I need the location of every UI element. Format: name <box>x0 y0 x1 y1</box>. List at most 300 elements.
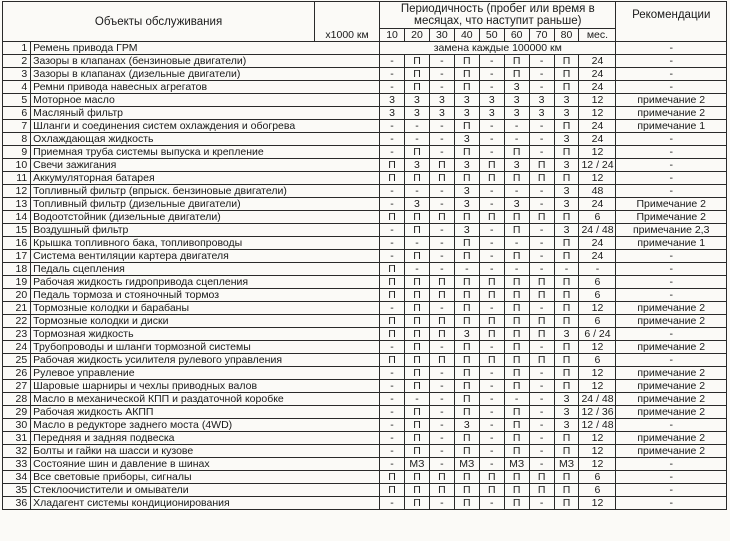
row-interval-cell: - <box>380 185 405 198</box>
row-object-name: Рабочая жидкость АКПП <box>31 406 380 419</box>
row-months: 12 <box>579 432 616 445</box>
row-interval-cell: П <box>405 484 430 497</box>
row-months: 12 <box>579 302 616 315</box>
row-interval-cell: - <box>479 432 504 445</box>
row-interval-cell: П <box>529 354 554 367</box>
row-interval-cell: П <box>504 172 529 185</box>
table-row <box>3 380 727 393</box>
row-object-name: Масляный фильтр <box>31 107 380 120</box>
table-row <box>3 120 727 133</box>
row-object-name: Водоотстойник (дизельные двигатели) <box>31 211 380 224</box>
row-interval-cell: - <box>479 185 504 198</box>
row-recommendation: примечание 2 <box>616 406 727 419</box>
row-interval-cell: П <box>405 276 430 289</box>
row-interval-cell: - <box>529 263 554 276</box>
row-interval-cell: - <box>529 380 554 393</box>
row-interval-cell: П <box>454 276 479 289</box>
row-recommendation: - <box>616 484 727 497</box>
row-interval-cell: П <box>554 302 579 315</box>
row-interval-cell: - <box>429 419 454 432</box>
row-interval-cell: - <box>479 406 504 419</box>
row-recommendation: - <box>616 263 727 276</box>
table-row <box>3 419 727 432</box>
row-number: 34 <box>3 471 31 484</box>
row-interval-cell: П <box>554 380 579 393</box>
row-interval-cell: - <box>380 68 405 81</box>
row-recommendation: примечание 1 <box>616 120 727 133</box>
row-interval-cell: - <box>554 263 579 276</box>
row-interval-cell: - <box>429 133 454 146</box>
km-20: 20 <box>405 29 430 42</box>
row-recommendation: - <box>616 250 727 263</box>
row-number: 23 <box>3 328 31 341</box>
row-interval-cell: - <box>429 146 454 159</box>
row-interval-cell: - <box>529 432 554 445</box>
row-recommendation: примечание 2 <box>616 94 727 107</box>
row-months: 24 / 48 <box>579 224 616 237</box>
row-interval-cell: - <box>529 458 554 471</box>
row-interval-cell: 3 <box>554 406 579 419</box>
km-70: 70 <box>529 29 554 42</box>
row-recommendation: - <box>616 185 727 198</box>
row-number: 2 <box>3 55 31 68</box>
km-unit-label: x1000 км <box>315 29 380 42</box>
row-interval-cell: П <box>554 484 579 497</box>
row-interval-cell: П <box>554 367 579 380</box>
row-interval-cell: П <box>504 354 529 367</box>
row-interval-cell: П <box>554 471 579 484</box>
table-row <box>3 55 727 68</box>
row-interval-cell: П <box>429 159 454 172</box>
row-months: 12 <box>579 380 616 393</box>
row-interval-cell: - <box>529 120 554 133</box>
row-interval-cell: П <box>405 55 430 68</box>
row-months: 24 <box>579 68 616 81</box>
row-interval-cell: П <box>405 497 430 510</box>
table-row <box>3 276 727 289</box>
row-interval-cell: 3 <box>529 94 554 107</box>
row-object-name: Охлаждающая жидкость <box>31 133 380 146</box>
table-row <box>3 393 727 406</box>
row-interval-cell: П <box>554 211 579 224</box>
row-interval-cell: П <box>380 276 405 289</box>
row-interval-cell: 3 <box>529 107 554 120</box>
row-interval-cell: - <box>380 367 405 380</box>
table-row <box>3 237 727 250</box>
row-interval-cell: П <box>554 445 579 458</box>
row-interval-cell: - <box>405 120 430 133</box>
table-row <box>3 146 727 159</box>
table-row <box>3 68 727 81</box>
row-interval-cell: 3 <box>504 159 529 172</box>
row-interval-cell: 3 <box>554 224 579 237</box>
row-interval-cell: - <box>380 393 405 406</box>
row-interval-cell: П <box>429 289 454 302</box>
row-interval-cell: П <box>405 419 430 432</box>
row-interval-cell: П <box>479 315 504 328</box>
row-recommendation: примечание 2 <box>616 367 727 380</box>
row-interval-cell: П <box>554 237 579 250</box>
row-interval-cell: П <box>479 211 504 224</box>
row-interval-cell: П <box>405 445 430 458</box>
row-interval-cell: МЗ <box>504 458 529 471</box>
table-row <box>3 432 727 445</box>
row-months: 12 <box>579 172 616 185</box>
objects-header: Объекты обслуживания <box>3 2 315 42</box>
row-number: 36 <box>3 497 31 510</box>
table-row <box>3 94 727 107</box>
row-interval-cell: - <box>429 432 454 445</box>
row-interval-cell: П <box>529 328 554 341</box>
row-object-name: Тормозная жидкость <box>31 328 380 341</box>
row-interval-cell: П <box>380 354 405 367</box>
row-interval-cell: П <box>454 211 479 224</box>
table-row <box>3 315 727 328</box>
row-interval-cell: - <box>529 341 554 354</box>
row-interval-cell: - <box>429 458 454 471</box>
row-months: 12 <box>579 458 616 471</box>
row-interval-cell: П <box>479 354 504 367</box>
row-recommendation: примечание 2 <box>616 432 727 445</box>
row-interval-cell: - <box>429 198 454 211</box>
row-interval-cell: МЗ <box>554 458 579 471</box>
row-interval-cell: П <box>405 432 430 445</box>
row-interval-cell: 3 <box>454 94 479 107</box>
row-object-name: Педаль сцепления <box>31 263 380 276</box>
row-interval-cell: П <box>554 276 579 289</box>
row-interval-cell: - <box>529 185 554 198</box>
row-interval-cell: П <box>529 484 554 497</box>
row-interval-cell: 3 <box>479 107 504 120</box>
row-number: 9 <box>3 146 31 159</box>
row-number: 29 <box>3 406 31 419</box>
row-interval-cell: П <box>479 172 504 185</box>
row-months: 24 <box>579 55 616 68</box>
row-months: 12 <box>579 341 616 354</box>
row-interval-cell: 3 <box>454 159 479 172</box>
row-number: 18 <box>3 263 31 276</box>
row-recommendation: - <box>616 497 727 510</box>
row-months: 6 <box>579 354 616 367</box>
row-interval-cell: 3 <box>554 133 579 146</box>
period-header: Периодичность (пробег или время в месяцах, что наступит раньше) <box>380 2 616 29</box>
row-interval-cell: П <box>429 211 454 224</box>
row-interval-cell: П <box>529 471 554 484</box>
row-object-name: Масло в механической КПП и раздаточной коробке <box>31 393 380 406</box>
row-interval-cell: - <box>479 367 504 380</box>
row-number: 17 <box>3 250 31 263</box>
row-number: 16 <box>3 237 31 250</box>
row-recommendation: - <box>616 146 727 159</box>
row-recommendation: примечание 2 <box>616 445 727 458</box>
table-row <box>3 289 727 302</box>
row-interval-cell: П <box>405 315 430 328</box>
row-interval-note: замена каждые 100000 км <box>380 42 616 55</box>
row-object-name: Зазоры в клапанах (дизельные двигатели) <box>31 68 380 81</box>
row-interval-cell: П <box>454 497 479 510</box>
row-interval-cell: - <box>380 198 405 211</box>
table-row <box>3 172 727 185</box>
row-interval-cell: П <box>554 81 579 94</box>
table-row <box>3 250 727 263</box>
row-months: 24 <box>579 133 616 146</box>
row-interval-cell: П <box>454 445 479 458</box>
km-10: 10 <box>380 29 405 42</box>
row-interval-cell: - <box>479 237 504 250</box>
row-months: 12 <box>579 445 616 458</box>
km-30: 30 <box>429 29 454 42</box>
row-months: 6 <box>579 471 616 484</box>
row-interval-cell: - <box>429 497 454 510</box>
row-interval-cell: 3 <box>454 419 479 432</box>
row-interval-cell: - <box>405 133 430 146</box>
row-interval-cell: - <box>380 302 405 315</box>
row-interval-cell: П <box>405 172 430 185</box>
row-months: 6 <box>579 276 616 289</box>
row-interval-cell: П <box>429 172 454 185</box>
row-recommendation: примечание 2 <box>616 302 727 315</box>
row-interval-cell: П <box>405 68 430 81</box>
row-interval-cell: П <box>504 484 529 497</box>
row-interval-cell: - <box>479 224 504 237</box>
row-interval-cell: П <box>405 341 430 354</box>
row-recommendation: - <box>616 172 727 185</box>
row-interval-cell: - <box>479 380 504 393</box>
row-interval-cell: 3 <box>454 133 479 146</box>
row-months: 12 <box>579 107 616 120</box>
row-interval-cell: 3 <box>405 198 430 211</box>
table-row <box>3 81 727 94</box>
row-interval-cell: - <box>479 302 504 315</box>
row-months: 24 <box>579 198 616 211</box>
row-interval-cell: - <box>529 133 554 146</box>
row-interval-cell: - <box>504 393 529 406</box>
row-interval-cell: П <box>429 484 454 497</box>
row-interval-cell: 3 <box>504 81 529 94</box>
row-object-name: Передняя и задняя подвеска <box>31 432 380 445</box>
row-number: 30 <box>3 419 31 432</box>
row-interval-cell: - <box>529 224 554 237</box>
table-row <box>3 107 727 120</box>
row-interval-cell: - <box>429 263 454 276</box>
row-interval-cell: - <box>529 367 554 380</box>
row-interval-cell: П <box>529 211 554 224</box>
row-months: 6 <box>579 211 616 224</box>
table-row <box>3 211 727 224</box>
row-recommendation: Примечание 2 <box>616 198 727 211</box>
row-object-name: Масло в редукторе заднего моста (4WD) <box>31 419 380 432</box>
row-interval-cell: П <box>429 471 454 484</box>
row-interval-cell: - <box>479 120 504 133</box>
table-row <box>3 185 727 198</box>
row-interval-cell: П <box>380 484 405 497</box>
row-interval-cell: 3 <box>504 107 529 120</box>
row-interval-cell: П <box>380 315 405 328</box>
row-interval-cell: 3 <box>554 159 579 172</box>
row-interval-cell: П <box>504 55 529 68</box>
row-months: 12 <box>579 146 616 159</box>
row-interval-cell: П <box>405 224 430 237</box>
row-interval-cell: П <box>504 250 529 263</box>
row-months: 12 / 24 <box>579 159 616 172</box>
row-interval-cell: П <box>554 146 579 159</box>
row-interval-cell: П <box>554 120 579 133</box>
row-number: 6 <box>3 107 31 120</box>
table-row <box>3 133 727 146</box>
row-interval-cell: - <box>504 263 529 276</box>
row-interval-cell: П <box>504 497 529 510</box>
table-row <box>3 302 727 315</box>
row-interval-cell: П <box>504 315 529 328</box>
row-interval-cell: П <box>405 289 430 302</box>
row-interval-cell: - <box>479 81 504 94</box>
table-row <box>3 42 727 55</box>
row-interval-cell: П <box>554 432 579 445</box>
row-interval-cell: П <box>554 172 579 185</box>
row-months: 6 <box>579 289 616 302</box>
row-months: 48 <box>579 185 616 198</box>
row-interval-cell: П <box>504 289 529 302</box>
row-object-name: Топливный фильтр (дизельные двигатели) <box>31 198 380 211</box>
row-interval-cell: 3 <box>504 198 529 211</box>
table-row <box>3 354 727 367</box>
row-interval-cell: 3 <box>554 419 579 432</box>
row-number: 13 <box>3 198 31 211</box>
row-interval-cell: П <box>405 328 430 341</box>
row-recommendation: Примечание 2 <box>616 211 727 224</box>
row-recommendation: примечание 2 <box>616 380 727 393</box>
row-number: 11 <box>3 172 31 185</box>
row-interval-cell: П <box>504 328 529 341</box>
row-recommendation: примечание 2 <box>616 393 727 406</box>
row-interval-cell: - <box>529 146 554 159</box>
row-interval-cell: - <box>479 68 504 81</box>
row-months: 12 <box>579 94 616 107</box>
row-interval-cell: МЗ <box>405 458 430 471</box>
row-object-name: Рабочая жидкость усилителя рулевого управления <box>31 354 380 367</box>
row-object-name: Топливный фильтр (впрыск. бензиновые двигатели) <box>31 185 380 198</box>
row-months: 12 / 48 <box>579 419 616 432</box>
row-interval-cell: 3 <box>380 94 405 107</box>
row-interval-cell: - <box>529 406 554 419</box>
row-interval-cell: П <box>380 328 405 341</box>
row-interval-cell: П <box>454 406 479 419</box>
row-object-name: Свечи зажигания <box>31 159 380 172</box>
row-object-name: Тормозные колодки и диски <box>31 315 380 328</box>
km-40: 40 <box>454 29 479 42</box>
row-interval-cell: - <box>479 198 504 211</box>
row-interval-cell: - <box>529 250 554 263</box>
row-interval-cell: П <box>504 380 529 393</box>
row-interval-cell: - <box>429 445 454 458</box>
row-number: 8 <box>3 133 31 146</box>
row-interval-cell: 3 <box>504 94 529 107</box>
row-interval-cell: П <box>529 276 554 289</box>
row-interval-cell: - <box>380 237 405 250</box>
row-interval-cell: - <box>529 237 554 250</box>
row-interval-cell: - <box>429 250 454 263</box>
row-object-name: Ремень привода ГРМ <box>31 42 380 55</box>
row-number: 20 <box>3 289 31 302</box>
row-interval-cell: - <box>479 341 504 354</box>
row-interval-cell: П <box>479 276 504 289</box>
row-interval-cell: П <box>380 289 405 302</box>
row-object-name: Ремни привода навесных агрегатов <box>31 81 380 94</box>
row-number: 28 <box>3 393 31 406</box>
row-interval-cell: - <box>380 419 405 432</box>
row-interval-cell: - <box>429 380 454 393</box>
row-interval-cell: - <box>479 393 504 406</box>
recommendations-header: Рекомендации <box>616 2 727 29</box>
row-object-name: Трубопроводы и шланги тормозной системы <box>31 341 380 354</box>
row-interval-cell: - <box>429 406 454 419</box>
row-months: 12 / 36 <box>579 406 616 419</box>
row-object-name: Моторное масло <box>31 94 380 107</box>
row-interval-cell: П <box>504 445 529 458</box>
row-object-name: Шаровые шарниры и чехлы приводных валов <box>31 380 380 393</box>
row-interval-cell: П <box>454 289 479 302</box>
row-interval-cell: П <box>554 315 579 328</box>
row-number: 1 <box>3 42 31 55</box>
row-interval-cell: - <box>479 497 504 510</box>
row-interval-cell: - <box>405 237 430 250</box>
table-row <box>3 159 727 172</box>
row-recommendation: - <box>616 471 727 484</box>
km-50: 50 <box>479 29 504 42</box>
row-interval-cell: - <box>479 263 504 276</box>
row-recommendation: - <box>616 81 727 94</box>
row-object-name: Тормозные колодки и барабаны <box>31 302 380 315</box>
row-interval-cell: - <box>504 133 529 146</box>
row-number: 35 <box>3 484 31 497</box>
row-interval-cell: П <box>454 68 479 81</box>
row-months: 24 / 48 <box>579 393 616 406</box>
months-header: мес. <box>579 29 616 42</box>
row-interval-cell: - <box>529 68 554 81</box>
row-interval-cell: П <box>380 211 405 224</box>
row-interval-cell: П <box>405 380 430 393</box>
row-object-name: Педаль тормоза и стояночный тормоз <box>31 289 380 302</box>
row-interval-cell: П <box>504 471 529 484</box>
row-number: 32 <box>3 445 31 458</box>
row-interval-cell: П <box>454 302 479 315</box>
row-interval-cell: 3 <box>429 94 454 107</box>
row-interval-cell: П <box>479 328 504 341</box>
row-interval-cell: П <box>454 484 479 497</box>
row-object-name: Крышка топливного бака, топливопроводы <box>31 237 380 250</box>
row-interval-cell: П <box>405 354 430 367</box>
row-interval-cell: - <box>504 120 529 133</box>
row-recommendation: - <box>616 133 727 146</box>
row-interval-cell: - <box>429 224 454 237</box>
table-row <box>3 367 727 380</box>
row-object-name: Приемная труба системы выпуска и крепление <box>31 146 380 159</box>
row-number: 12 <box>3 185 31 198</box>
row-interval-cell: П <box>405 367 430 380</box>
row-interval-cell: П <box>529 289 554 302</box>
row-number: 10 <box>3 159 31 172</box>
row-interval-cell: П <box>504 68 529 81</box>
row-interval-cell: П <box>405 406 430 419</box>
row-interval-cell: П <box>504 341 529 354</box>
row-interval-cell: - <box>405 263 430 276</box>
row-object-name: Болты и гайки на шасси и кузове <box>31 445 380 458</box>
row-number: 21 <box>3 302 31 315</box>
row-interval-cell: - <box>529 302 554 315</box>
row-interval-cell: - <box>479 250 504 263</box>
row-interval-cell: П <box>454 315 479 328</box>
row-months: 24 <box>579 237 616 250</box>
